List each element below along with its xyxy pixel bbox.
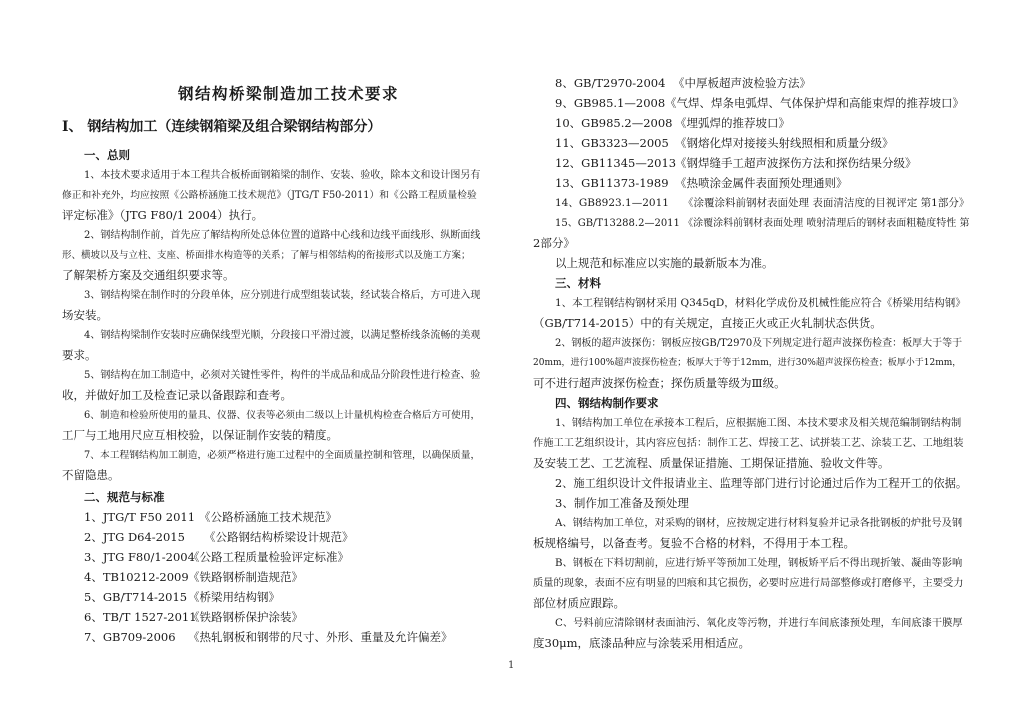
standard-item — [84, 590, 280, 605]
standards-heading: 二、规范与标准 — [84, 490, 165, 504]
standard-name: 《热喷涂金属件表面预处理通则》 — [675, 176, 848, 190]
standard-code: 2、JTG D64-2015 — [84, 530, 185, 544]
standard-item — [84, 530, 354, 545]
standard-code: 3、JTG F80/1-2004 — [84, 550, 195, 564]
paragraph-line: 形、横坡以及与立柱、支座、桥面排水构造等的关系；了解与相邻结构的衔接形式以及施工方案； — [62, 250, 471, 261]
paragraph-line: 2、钢结构制作前，首先应了解结构所处总体位置的道路中心线和边线平面线形、纵断面线 — [84, 230, 481, 241]
paragraph-line: 修正和补充外，均应按照《公路桥涵施工技术规范》（JTG/T F50-2011）和《公路工程质量检验 — [62, 190, 477, 201]
standard-name: 《埋弧焊的推荐坡口》 — [675, 116, 790, 130]
paragraph-line: 可不进行超声波探伤检查；探伤质量等级为Ⅲ级。 — [533, 376, 786, 390]
standard-code: 1、JTG/T F50 2011 — [84, 510, 196, 524]
paragraph-line: 2部分》 — [533, 236, 575, 250]
standard-item — [555, 116, 790, 131]
standard-name: 《公路桥涵施工技术规范》 — [199, 510, 337, 524]
paragraph-line: 6、制造和检验所使用的量具、仪器、仪表等必须由二级以上计量机构检查合格后方可使用， — [84, 410, 481, 421]
paragraph-line: 5、钢结构在加工制造中，必须对关键性零件，构件的半成品和成品分阶段性进行检查、验 — [84, 370, 481, 381]
paragraph-line: 1、本工程钢结构钢材采用 Q345qD，材料化学成份及机械性能应符合《桥梁用结构钢》 — [555, 297, 966, 309]
standard-code: 4、TB10212-2009 — [84, 570, 189, 584]
materials-heading: 三、材料 — [555, 276, 601, 290]
standard-name: 《钢焊缝手工超声波探伤方法和探伤结果分级》 — [675, 156, 917, 170]
section-heading: I、 钢结构加工（连续钢箱梁及组合梁钢结构部分） — [62, 119, 382, 135]
paragraph-line: 质量的现象，表面不应有明显的凹痕和其它损伤，必要时应进行局部整修或打磨修平，主要受力 — [533, 577, 964, 589]
paragraph-line: 作施工工艺组织设计，其内容应包括：制作工艺、焊接工艺、试拼装工艺、涂装工艺、工地组装 — [533, 437, 964, 449]
paragraph-line: 度30μm，底漆品种应与涂装采用相适应。 — [533, 636, 751, 650]
standard-item — [84, 570, 303, 585]
paragraph-line: 部位材质应跟踪。 — [533, 596, 625, 610]
paragraph-line: A、钢结构加工单位，对采购的钢材，应按规定进行材料复验并记录各批钢板的炉批号及钢 — [555, 517, 963, 529]
paragraph-line: 4、钢结构梁制作安装时应确保线型光顺，分段接口平滑过渡，以满足整桥线条流畅的美观 — [84, 330, 481, 341]
standard-code: 12、GB11345—2013 — [555, 156, 677, 170]
standard-code: 11、GB3323—2005 — [555, 136, 669, 150]
standard-item — [555, 156, 917, 171]
standard-name: 《钢熔化焊对接接头射线照相和质量分级》 — [675, 136, 894, 150]
paragraph-line: 场安装。 — [62, 308, 108, 322]
standard-name: 《公路钢结构桥梁设计规范》 — [204, 530, 354, 544]
paragraph-line: B、钢板在下料切割前，应进行矫平等预加工处理，钢板矫平后不得出现折皱、凝曲等影响 — [555, 557, 963, 569]
paragraph-line: 板规格编号，以备查考。复验不合格的材料，不得用于本工程。 — [533, 536, 855, 550]
paragraph-line: 2、施工组织设计文件报请业主、监理等部门进行讨论通过后作为工程开工的依据。 — [555, 477, 968, 490]
standard-item — [84, 630, 453, 645]
paragraph-line: 不留隐患。 — [62, 468, 120, 482]
standard-code: 8、GB/T2970-2004 — [555, 76, 666, 90]
paragraph-line: 3、钢结构梁在制作时的分段单体，应分别进行成型组装试装，经试装合格后，方可进入现 — [84, 290, 481, 301]
general-heading: 一、总则 — [84, 148, 130, 162]
standard-code: 9、GB985.1—2008 — [555, 96, 666, 110]
paragraph-line: 收，并做好加工及检查记录以备跟踪和查考。 — [62, 388, 292, 402]
standard-code: 10、GB985.2—2008 — [555, 116, 673, 130]
paragraph-line: 1、钢结构加工单位在承接本工程后，应根据施工图、本技术要求及相关规范编制钢结构制 — [555, 417, 962, 429]
standard-item — [84, 610, 303, 625]
page-number: 1 — [508, 660, 515, 671]
standard-name: 《涂覆涂料前钢材表面处理 表面清洁度的目视评定 第1部分》 — [683, 197, 970, 209]
paragraph-line: 2、钢板的超声波探伤：钢板应按GB/T2970及下列规定进行超声波探伤检查：板厚大于等于 — [555, 338, 963, 349]
standard-code: 6、TB/T 1527-2011 — [84, 610, 197, 624]
standard-name: 《公路工程质量检验评定标准》 — [188, 550, 349, 564]
standard-item — [84, 510, 337, 525]
paragraph-line: 20mm，进行100%超声波探伤检查；板厚大于等于12mm，进行30%超声波探伤检查；板厚小于12mm， — [533, 358, 962, 368]
paragraph-line: 3、制作加工准备及预处理 — [555, 496, 689, 510]
paragraph-line: 7、本工程钢结构加工制造，必须严格进行施工过程中的全面质量控制和管理，以确保质量， — [84, 450, 481, 461]
standard-code: 5、GB/T714-2015 — [84, 590, 188, 604]
standard-item — [555, 176, 848, 191]
paragraph-line: 1、本技术要求适用于本工程共合板桥面钢箱梁的制作、安装、验收，除本文和设计图另有 — [84, 170, 481, 181]
standard-item — [555, 96, 964, 111]
standard-item — [555, 196, 969, 211]
paragraph-line: 要求。 — [62, 348, 97, 362]
standard-item — [555, 136, 894, 151]
standard-name: 《铁路钢桥制造规范》 — [188, 570, 303, 584]
standard-name: 《热轧钢板和钢带的尺寸、外形、重量及允许偏差》 — [188, 630, 453, 644]
note-line: 以上规范和标准应以实施的最新版本为准。 — [555, 256, 774, 270]
paragraph-line: 工厂与工地用尺应互相校验，以保证制作安装的精度。 — [62, 428, 338, 442]
standard-item — [555, 76, 811, 91]
paragraph-line: 评定标准》（JTG F80/1 2004）执行。 — [62, 208, 264, 222]
standard-item — [84, 550, 349, 565]
standard-code: 14、GB8923.1—2011 — [555, 197, 669, 209]
standard-name: 《铁路钢桥保护涂装》 — [188, 610, 303, 624]
paragraph-line: 及安装工艺、工艺流程、质量保证措施、工期保证措施、验收文件等。 — [533, 456, 890, 470]
paragraph-line: （GB/T714-2015）中的有关规定，直接正火或正火轧制状态供货。 — [533, 316, 882, 330]
standard-code: 13、GB11373-1989 — [555, 176, 669, 190]
standard-item: 15、GB/T13288.2—2011 《涂覆涂料前钢材表面处理 喷射清理后的钢材表面粗糙度特性 第 — [555, 218, 970, 229]
paragraph-line: 了解架桥方案及交通组织要求等。 — [62, 268, 235, 282]
paragraph-line: C、号料前应清除钢材表面油污、氧化皮等污物，并进行车间底漆预处理，车间底漆干膜厚 — [555, 617, 963, 629]
standard-name: 《桥梁用结构钢》 — [188, 590, 280, 604]
standard-code: 7、GB709-2006 — [84, 630, 176, 644]
document-title: 钢结构桥梁制造加工技术要求 — [178, 84, 400, 103]
standard-name: 《中厚板超声波检验方法》 — [673, 76, 811, 90]
standard-name: 《气焊、焊条电弧焊、气体保护焊和高能束焊的推荐坡口》 — [665, 96, 964, 110]
fabrication-heading: 四、钢结构制作要求 — [555, 396, 659, 410]
